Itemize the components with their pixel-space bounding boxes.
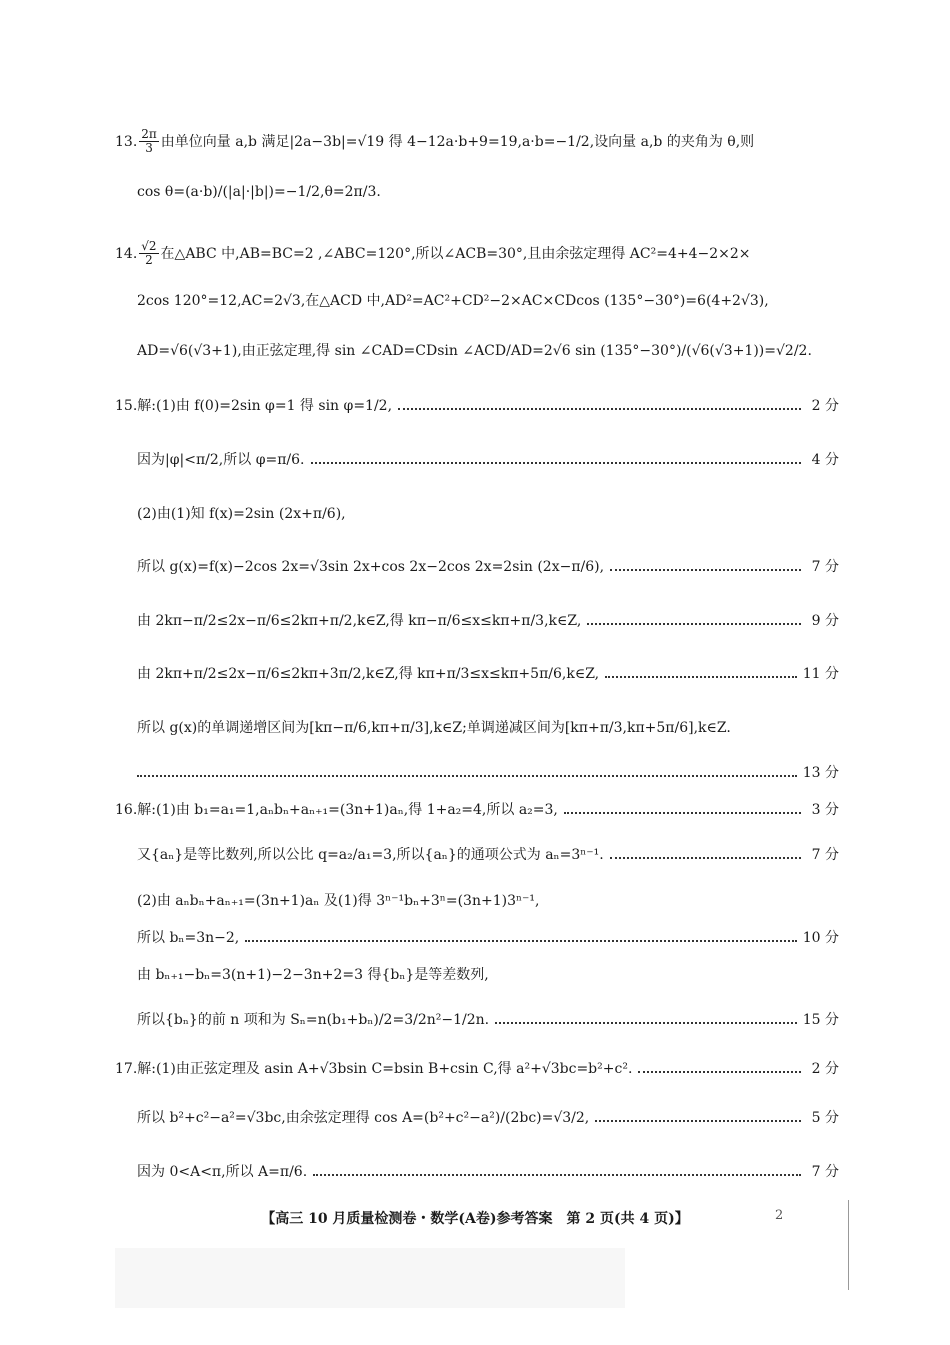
q17-score-1: 2 分 — [811, 1061, 839, 1077]
q16-line-4 — [137, 928, 839, 948]
q16-text-3: (2)由 aₙbₙ+aₙ₊₁=(3n+1)aₙ 及(1)得 3ⁿ⁻¹bₙ+3ⁿ=(3n+1)3ⁿ⁻¹, — [137, 893, 540, 909]
q15-line-7 — [137, 718, 839, 738]
q13-line-2 — [137, 182, 861, 202]
q16-line-3 — [137, 891, 839, 911]
leader-dots — [564, 812, 801, 814]
scan-edge-line — [848, 1200, 849, 1290]
leader-dots — [610, 857, 801, 859]
q17-score-3: 7 分 — [811, 1164, 839, 1180]
q16-text-2: 又{aₙ}是等比数列,所以公比 q=a₂/a₁=3,所以{aₙ}的通项公式为 aₙ=3ⁿ⁻¹. — [137, 847, 604, 863]
q14-text-2: 2cos 120°=12,AC=2√3,在△ACD 中,AD²=AC²+CD²−2×AC×CDcos (135°−30°)=6(4+2√3), — [137, 293, 769, 309]
q15-score-5: 9 分 — [811, 613, 839, 629]
q17-line-2 — [137, 1108, 839, 1128]
q15-line-3 — [137, 504, 839, 524]
q13-line-1 — [115, 128, 839, 155]
q15-text-3: (2)由(1)知 f(x)=2sin (2x+π/6), — [137, 506, 346, 522]
q17-text-2: 所以 b²+c²−a²=√3bc,由余弦定理得 cos A=(b²+c²−a²)/(2bc)=√3/2, — [137, 1110, 590, 1126]
q14-line-3 — [137, 341, 861, 361]
q14-text-1: 在△ABC 中,AB=BC=2 ,∠ABC=120°,所以∠ACB=30°,且由余弦定理得 AC²=4+4−2×2× — [160, 245, 751, 262]
q17-line-3 — [137, 1162, 839, 1182]
q16-score-2: 7 分 — [811, 847, 839, 863]
q15-line-6 — [137, 664, 839, 684]
q14-answer-denominator: 2 — [145, 253, 153, 267]
q15-score-2: 4 分 — [811, 452, 839, 468]
q15-line-5 — [137, 611, 839, 631]
q15-line-2 — [137, 450, 839, 470]
q15-number: 15. — [115, 398, 138, 414]
q15-score-4: 7 分 — [811, 559, 839, 575]
leader-dots — [638, 1071, 801, 1073]
q13-number: 13. — [115, 133, 138, 150]
q16-number: 16. — [115, 802, 138, 818]
q13-text-1: 由单位向量 a,b 满足|2a−3b|=√19 得 4−12a·b+9=19,a·b=−1/2,设向量 a,b 的夹角为 θ,则 — [160, 133, 755, 150]
q15-text-2: 因为|φ|<π/2,所以 φ=π/6. — [137, 452, 305, 468]
q13-text-2: cos θ=(a·b)/(|a|·|b|)=−1/2,θ=2π/3. — [137, 184, 381, 200]
q15-line-8 — [137, 763, 839, 783]
q14-answer-numerator: √2 — [141, 239, 157, 253]
leader-dots — [595, 1120, 801, 1122]
leader-dots — [495, 1022, 797, 1024]
q15-text-5: 由 2kπ−π/2≤2x−π/6≤2kπ+π/2,k∈Z,得 kπ−π/6≤x≤kπ+π/3,k∈Z, — [137, 613, 582, 629]
leader-dots — [610, 569, 801, 571]
q16-line-1 — [115, 800, 839, 820]
q16-score-4: 10 分 — [802, 930, 839, 946]
q17-text-3: 因为 0<A<π,所以 A=π/6. — [137, 1164, 308, 1180]
q16-text-4: 所以 bₙ=3n−2, — [137, 930, 240, 946]
q16-line-5 — [137, 965, 839, 985]
q17-text-1: 解:(1)由正弦定理及 asin A+√3bsin C=bsin B+csin C,得 a²+√3bc=b²+c². — [137, 1061, 633, 1077]
q13-answer — [139, 128, 159, 155]
page-footer: 【高三 10 月质量检测卷・数学(A卷)参考答案 第 2 页(共 4 页)】 — [261, 1211, 689, 1227]
q16-score-1: 3 分 — [811, 802, 839, 818]
q14-answer — [139, 240, 158, 267]
leader-dots — [605, 676, 797, 678]
q15-text-1: 解:(1)由 f(0)=2sin φ=1 得 sin φ=1/2, — [137, 398, 393, 414]
q15-line-1 — [115, 396, 839, 416]
q16-line-6 — [137, 1010, 839, 1030]
q15-score-1: 2 分 — [811, 398, 839, 414]
q15-text-4: 所以 g(x)=f(x)−2cos 2x=√3sin 2x+cos 2x−2cos 2x=2sin (2x−π/6), — [137, 559, 605, 575]
q14-text-3: AD=√6(√3+1),由正弦定理,得 sin ∠CAD=CDsin ∠ACD/AD=2√6 sin (135°−30°)/(√6(√3+1))=√2/2. — [137, 343, 812, 359]
leader-dots — [245, 940, 797, 942]
page-mark: 2 — [775, 1208, 784, 1223]
leader-dots — [311, 462, 801, 464]
leader-dots — [313, 1174, 801, 1176]
q15-score-6: 11 分 — [802, 666, 839, 682]
scan-smudge — [115, 1248, 625, 1308]
q16-score-6: 15 分 — [802, 1012, 839, 1028]
q14-line-1 — [115, 240, 839, 267]
q15-line-4 — [137, 557, 839, 577]
q17-number: 17. — [115, 1061, 138, 1077]
q13-answer-denominator: 3 — [145, 141, 153, 155]
q15-text-7: 所以 g(x)的单调递增区间为[kπ−π/6,kπ+π/3],k∈Z;单调递减区间为[kπ+π/3,kπ+5π/6],k∈Z. — [137, 720, 731, 736]
q14-number: 14. — [115, 245, 138, 262]
leader-dots — [137, 775, 797, 777]
leader-dots — [587, 623, 801, 625]
q13-answer-numerator: 2π — [141, 127, 157, 141]
q16-text-6: 所以{bₙ}的前 n 项和为 Sₙ=n(b₁+bₙ)/2=3/2n²−1/2n. — [137, 1012, 490, 1028]
q15-text-6: 由 2kπ+π/2≤2x−π/6≤2kπ+3π/2,k∈Z,得 kπ+π/3≤x≤kπ+5π/6,k∈Z, — [137, 666, 600, 682]
leader-dots — [398, 408, 801, 410]
q16-text-1: 解:(1)由 b₁=a₁=1,aₙbₙ+aₙ₊₁=(3n+1)aₙ,得 1+a₂=4,所以 a₂=3, — [137, 802, 558, 818]
q15-score-7: 13 分 — [802, 765, 839, 781]
q14-line-2 — [137, 291, 861, 311]
q16-text-5: 由 bₙ₊₁−bₙ=3(n+1)−2−3n+2=3 得{bₙ}是等差数列, — [137, 967, 489, 983]
q17-score-2: 5 分 — [811, 1110, 839, 1126]
q17-line-1 — [115, 1059, 839, 1079]
q16-line-2 — [137, 845, 839, 865]
